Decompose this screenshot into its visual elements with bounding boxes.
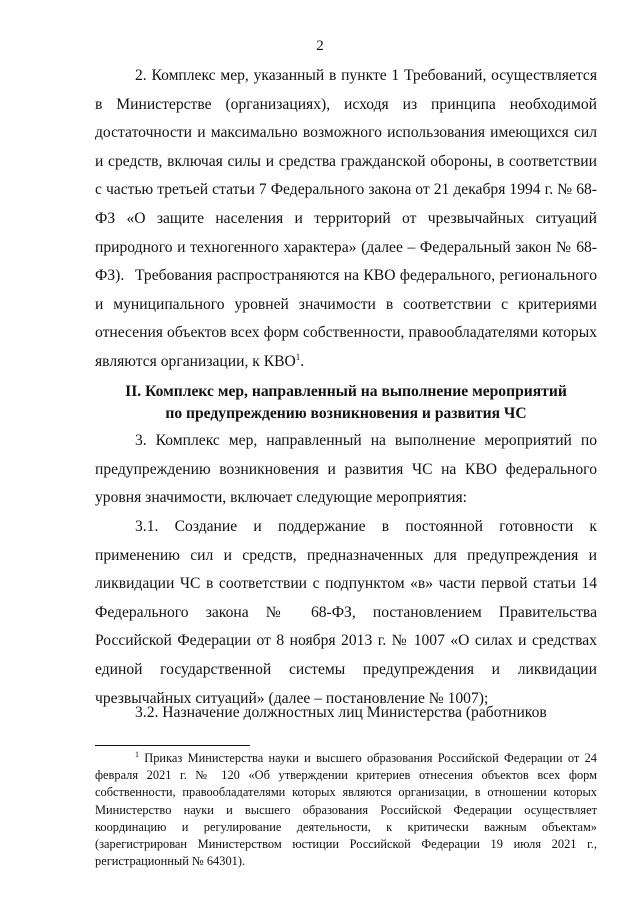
section-heading-line-1: II. Комплекс мер, направленный на выполнение мероприятий bbox=[125, 383, 567, 400]
paragraph-text: 3.1. Создание и поддержание в постоянной готовности к применению сил и средств, предназначенных для предупреждения и ликвидации ЧС в соответствии с подпунктом «в» части первой статьи 14 Федерального закона № 68-ФЗ, постановлением Правительства Российской Федерации от 8 ноября 2013 г. № 1007 «О силах и средствах единой государственной системы предупреждения и ликвидации чрезвычайных ситуаций» (далее – постановление № 1007); bbox=[95, 518, 597, 707]
paragraph-3-1 bbox=[95, 513, 597, 713]
paragraph-text bbox=[95, 262, 597, 376]
paragraph-3 bbox=[95, 427, 597, 513]
footnote bbox=[95, 750, 597, 870]
paragraph-2 bbox=[95, 62, 597, 291]
paragraph-3-2 bbox=[95, 699, 597, 728]
paragraph-requirements-scope bbox=[95, 262, 597, 376]
paragraph-text-end: . bbox=[300, 352, 305, 370]
paragraph-text: 3.2. Назначение должностных лиц Министерства (работников bbox=[135, 704, 547, 721]
footnote-mark: 1 bbox=[135, 749, 139, 759]
footnote-reference: 1 bbox=[295, 351, 301, 362]
footnote-separator bbox=[95, 745, 250, 746]
section-heading-line-2: по предупреждению возникновения и развития ЧС bbox=[165, 405, 527, 422]
paragraph-text: 3. Комплекс мер, направленный на выполнение мероприятий по предупреждению возникновения и развития ЧС на КВО федерального уровня значимости, включает следующие мероприятия: bbox=[95, 432, 597, 507]
page-number: 2 bbox=[316, 38, 324, 54]
paragraph-text-main: Требования распространяются на КВО федерального, регионального и муниципального уровней значимости в соответствии с критериями отнесения объектов всех форм собственности, правообладателями которых являются организации, к КВО bbox=[95, 267, 597, 370]
section-heading bbox=[95, 381, 597, 425]
footnote-text: Приказ Министерства науки и высшего образования Российской Федерации от 24 февраля 2021 г. № 120 «Об утверждении критериев отнесения объектов всех форм собственности, правообладателями которых являются организации, в отношении которых Министерство науки и высшего образования Российской Федерации осуществляет координацию и регулирование деятельности, к критически важным объектам» (зарегистрирован Министерством юстиции Российской Федерации 19 июля 2021 г., регистрационный № 64301). bbox=[95, 751, 597, 869]
paragraph-text: 2. Комплекс мер, указанный в пункте 1 Требований, осуществляется в Министерстве (организациях), исходя из принципа необходимой достаточности и максимально возможного использования имеющихся сил и средств, включая силы и средства гражданской обороны, в соответствии с частью третьей статьи 7 Федерального закона от 21 декабря 1994 г. № 68-ФЗ «О защите населения и территорий от чрезвычайных ситуаций природного и техногенного характера» (далее – Федеральный закон № 68-ФЗ). bbox=[95, 67, 597, 285]
